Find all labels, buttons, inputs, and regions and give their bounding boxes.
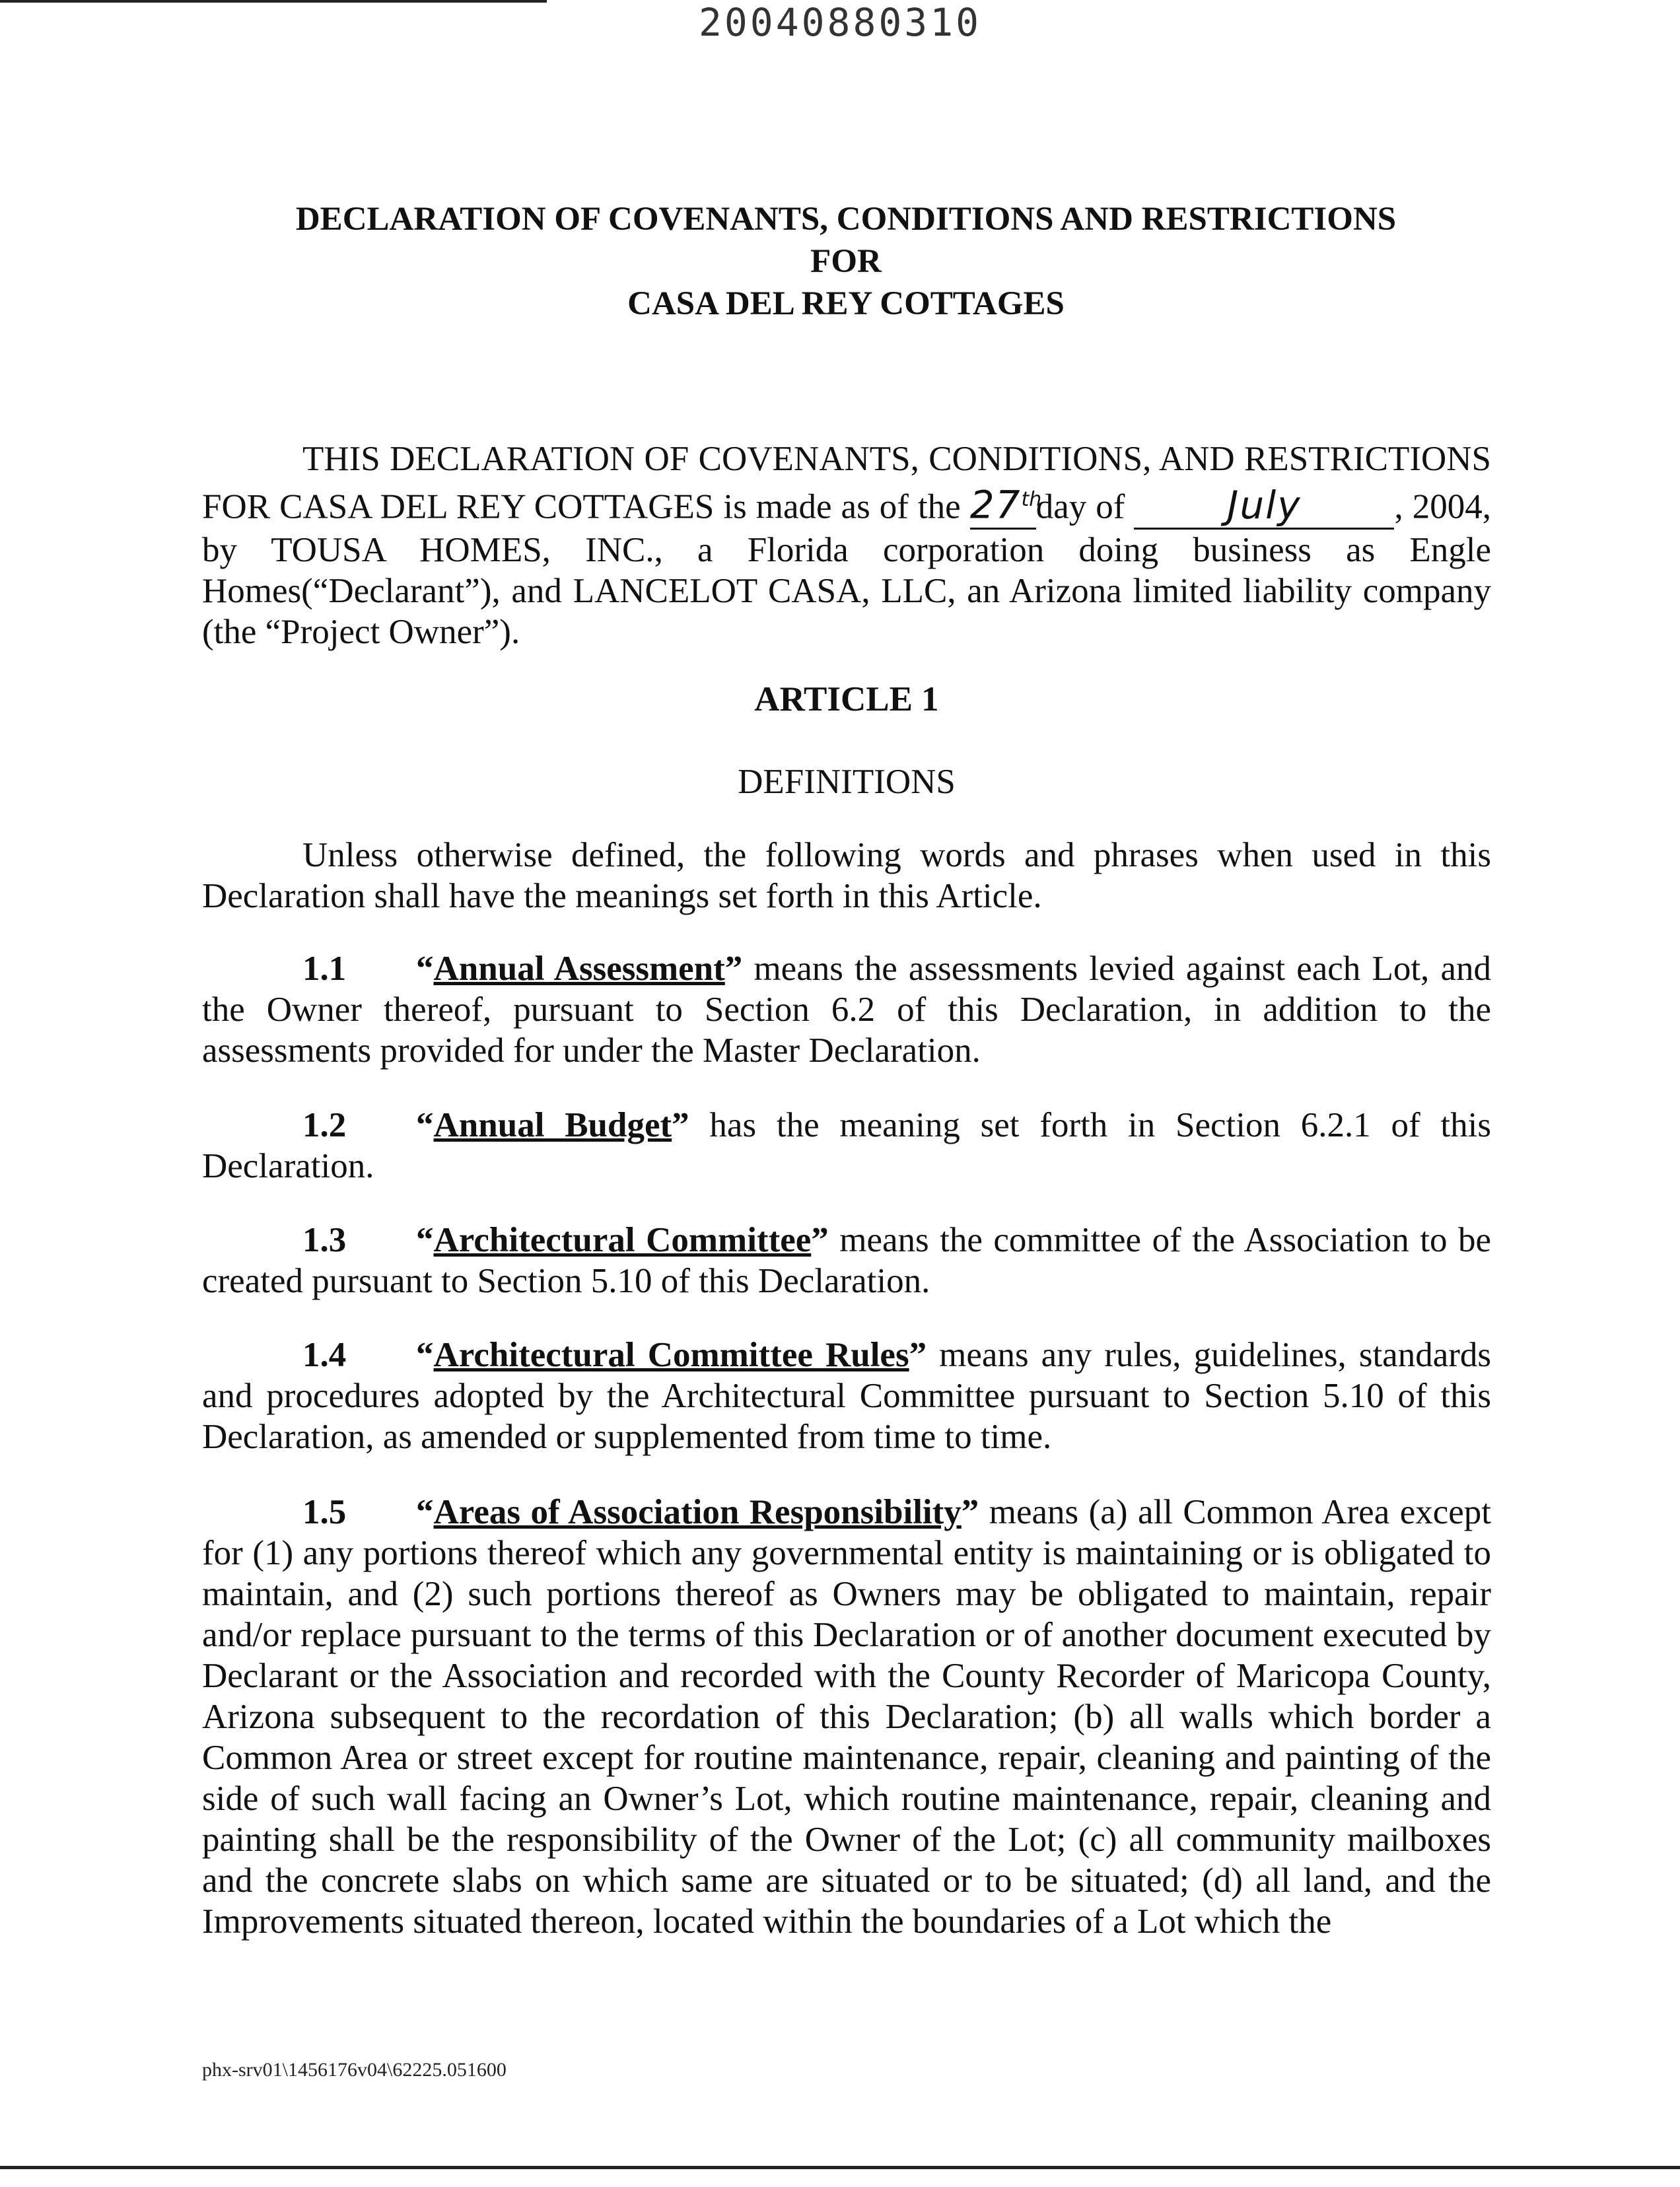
month-blank [1134,482,1394,530]
intro-text-c: , 2004, by TOUSA HOMES, INC., a Florida corporation doing business as Engle Homes(“Declarant”), and LANCELOT CASA, LLC, an Arizona limited liability company (the “Project Owner”). [202,487,1491,651]
defined-term: “Architectural Committee Rules” [416,1336,927,1374]
recording-number: 20040880310 [698,0,982,45]
section-1-5 [202,1492,1491,1942]
title-line-1: DECLARATION OF COVENANTS, CONDITIONS AND RESTRICTIONS [295,201,1397,238]
section-text: means the committee of the Association to be created pursuant to Section 5.10 of this Declaration. [202,1221,1491,1300]
day-blank [969,479,1042,530]
section-number: 1.1 [302,950,347,988]
defined-term: “Architectural Committee” [416,1221,829,1259]
section-text: has the meaning set forth in Section 6.2.1 of this Declaration. [202,1106,1491,1185]
defined-term: “Areas of Association Responsibility” [416,1493,979,1531]
handwritten-day: 27 [969,482,1022,528]
section-text: means any rules, guidelines, standards and procedures adopted by the Architectural Committee pursuant to Section 5.10 of this Declaration, as amended or supplemented from time to time. [202,1336,1491,1456]
defined-term: “Annual Assessment” [416,950,743,988]
intro-text-a: THIS DECLARATION OF COVENANTS, CONDITIONS, AND RESTRICTIONS FOR CASA DEL REY COTTAGES is made as of the [202,440,1491,526]
intro-text-b: day of [1035,487,1135,526]
section-1-2 [202,1105,1491,1187]
defined-term-text: Annual Assessment [433,950,725,988]
defined-term-text: Areas of Association Responsibility [433,1493,962,1531]
section-number: 1.2 [302,1106,347,1144]
section-1-3 [202,1220,1491,1302]
section-number: 1.3 [302,1221,347,1259]
defined-term-text: Architectural Committee Rules [433,1336,909,1374]
defined-term-text: Annual Budget [433,1106,672,1144]
section-text: means the assessments levied against each Lot, and the Owner thereof, pursuant to Section 6.2 of this Declaration, in addition to the assessments provided for under the Master Declaration. [202,950,1491,1070]
title-line-3: CASA DEL REY COTTAGES [627,285,1065,322]
article-heading: ARTICLE 1 [754,680,939,718]
section-number: 1.5 [302,1493,347,1531]
bottom-scan-rule [0,2166,1680,2169]
definitions-preamble: Unless otherwise defined, the following words and phrases when used in this Declaration shall have the meanings set forth in this Article. [202,836,1491,915]
section-1-1 [202,948,1491,1071]
section-number: 1.4 [302,1336,347,1374]
defined-term: “Annual Budget” [416,1106,689,1144]
footer-document-path: phx-srv01\1456176v04\62225.051600 [202,2059,507,2081]
handwritten-day-suffix: th [1021,488,1042,511]
document-title [198,198,1494,325]
intro-paragraph [202,438,1491,652]
defined-term-text: Architectural Committee [433,1221,812,1259]
title-line-2: FOR [810,243,882,280]
article-subheading: DEFINITIONS [738,763,956,801]
section-1-4 [202,1335,1491,1457]
section-text: means (a) all Common Area except for (1) any portions thereof which any governmental entity is maintaining or is obligated to maintain, and (2) such portions thereof as Owners may be obligated to maintain, repair and/or replace pursuant to the terms of this Declaration or of another document executed by Declarant or the Association and recorded with the County Recorder of Maricopa County, Arizona subsequent to the recordation of this Declaration; (b) all walls which border a Common Area or street except for routine maintenance, repair, cleaning and painting of the side of such wall facing an Owner’s Lot, which routine maintenance, repair, cleaning and painting shall be the responsibility of the Owner of the Lot; (c) all community mailboxes and the concrete slabs on which same are situated or to be situated; (d) all land, and the Improvements situated thereon, located within the boundaries of a Lot which the [202,1493,1491,1941]
handwritten-month: July [1227,482,1302,528]
